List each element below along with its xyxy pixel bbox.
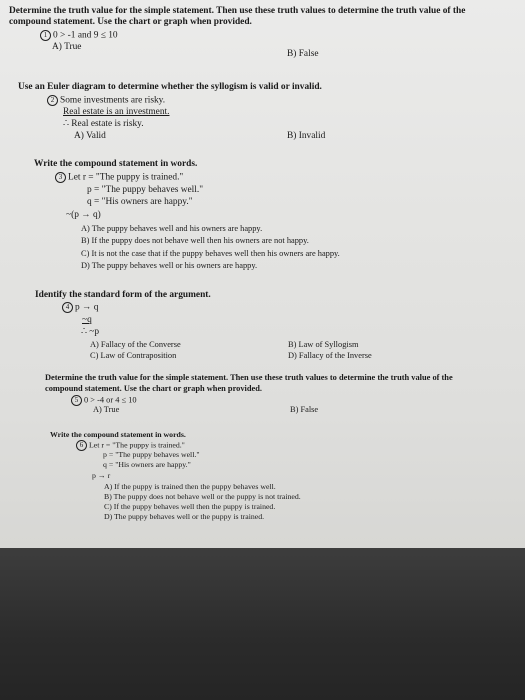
q5-option-a[interactable]: A) True: [93, 405, 120, 414]
q2-premise1-row: [47, 95, 165, 107]
q6-option-a[interactable]: A) If the puppy is trained then the puppy behaves well.: [104, 482, 276, 491]
q6-def-p: p = "The puppy behaves well.": [103, 450, 200, 459]
q4-option-c[interactable]: C) Law of Contraposition: [90, 351, 177, 360]
dark-background: [0, 548, 525, 700]
q2-premise1: Some investments are risky.: [60, 95, 166, 106]
q5-option-b[interactable]: B) False: [290, 405, 319, 414]
q4-premise2: ~q: [82, 315, 92, 325]
q2-number: 2: [47, 95, 58, 106]
q3-def-r-row: [55, 172, 183, 184]
q5-statement: 0 > -4 or 4 ≤ 10: [84, 395, 137, 405]
q3-option-c[interactable]: C) It is not the case that if the puppy behaves well then his owners are happy.: [81, 249, 340, 258]
q5-instructions-line1: Determine the truth value for the simple statement. Then use these truth values to determine the truth value of the: [45, 373, 453, 382]
q4-instructions: Identify the standard form of the argument.: [35, 290, 211, 300]
q3-instructions: Write the compound statement in words.: [34, 159, 198, 169]
q3-option-d[interactable]: D) The puppy behaves well or his owners are happy.: [81, 261, 258, 270]
q2-option-b[interactable]: B) Invalid: [287, 131, 326, 141]
q1-statement: 0 > -1 and 9 ≤ 10: [53, 30, 118, 41]
q1-number: 1: [40, 30, 51, 41]
q4-number: 4: [62, 302, 73, 313]
q4-premise1: p → q: [75, 302, 99, 313]
q1-option-a[interactable]: A) True: [52, 42, 82, 52]
q6-def-r: Let r = "The puppy is trained.": [89, 440, 185, 450]
q3-option-a[interactable]: A) The puppy behaves well and his owners are happy.: [81, 224, 263, 233]
q6-expression: p → r: [92, 471, 111, 480]
q5-number: 5: [71, 395, 82, 406]
q4-premise1-row: [62, 302, 98, 314]
q1-statement-row: [40, 30, 118, 42]
q3-number: 3: [55, 172, 66, 183]
q1-instructions-line1: Determine the truth value for the simple statement. Then use these truth values to determine the truth value of the: [9, 6, 466, 16]
q3-def-q: q = "His owners are happy.": [87, 197, 193, 207]
q6-def-q: q = "His owners are happy.": [103, 460, 191, 469]
q6-option-c[interactable]: C) If the puppy behaves well then the puppy is trained.: [104, 502, 276, 511]
q2-premise2: Real estate is an investment.: [63, 107, 170, 117]
q4-conclusion: ∴ ~p: [81, 327, 100, 337]
q6-instructions: Write the compound statement in words.: [50, 430, 186, 439]
q3-expression: ~(p → q): [66, 210, 101, 220]
q2-conclusion: ∴ Real estate is risky.: [63, 119, 144, 129]
q4-option-a[interactable]: A) Fallacy of the Converse: [90, 340, 181, 349]
q3-def-r: Let r = "The puppy is trained.": [68, 172, 184, 183]
q4-option-b[interactable]: B) Law of Syllogism: [288, 340, 359, 349]
q6-option-b[interactable]: B) The puppy does not behave well or the puppy is not trained.: [104, 492, 301, 501]
q2-option-a[interactable]: A) Valid: [74, 131, 106, 141]
q4-option-d[interactable]: D) Fallacy of the Inverse: [288, 351, 372, 360]
q5-instructions-line2: compound statement. Use the chart or graph when provided.: [45, 384, 262, 393]
q6-number: 6: [76, 440, 87, 451]
q2-instructions: Use an Euler diagram to determine whether the syllogism is valid or invalid.: [18, 82, 322, 92]
q1-option-b[interactable]: B) False: [287, 49, 319, 59]
q3-def-p: p = "The puppy behaves well.": [87, 185, 204, 195]
q6-option-d[interactable]: D) The puppy behaves well or the puppy is trained.: [104, 512, 265, 521]
q3-option-b[interactable]: B) If the puppy does not behave well then his owners are not happy.: [81, 236, 309, 245]
q1-instructions-line2: compound statement. Use the chart or graph when provided.: [9, 17, 252, 27]
